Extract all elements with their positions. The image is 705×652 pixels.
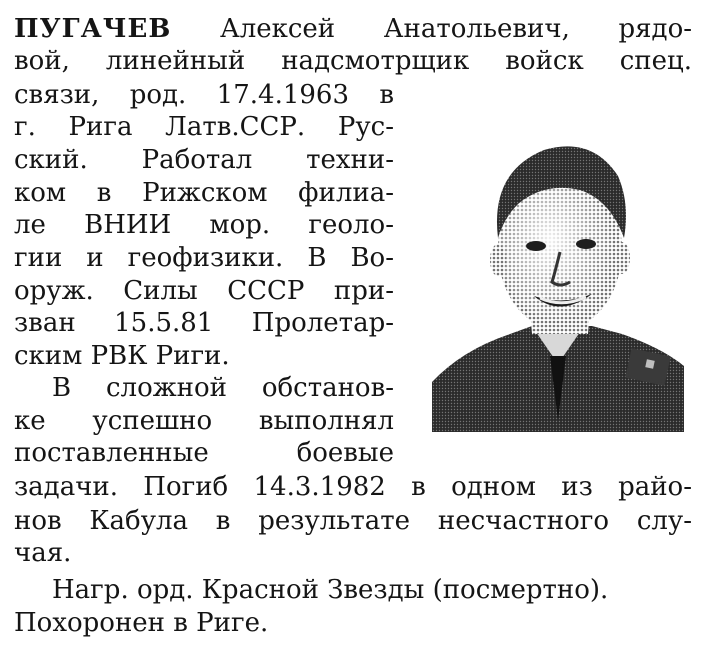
entry-line-3: связи, род. 17.4.1963 в (14, 80, 394, 110)
entry-line-14: поставленные боевые (14, 438, 394, 468)
entry-line-17: чая. (14, 538, 72, 568)
portrait-icon (432, 120, 684, 432)
entry-line-10: зван 15.5.81 Пролетар- (14, 308, 394, 338)
entry-line-19: Похоронен в Риге. (14, 608, 269, 638)
entry-line-2: вой, линейный надсмотрщик войск спец. (14, 46, 692, 76)
entry-line-6: ком в Рижском филиа- (14, 178, 394, 208)
entry-line-11: ским РВК Риги. (14, 341, 230, 371)
entry-line-1 (14, 14, 692, 44)
entry-line-4: г. Рига Латв.ССР. Рус- (14, 112, 394, 142)
portrait-photo (432, 120, 684, 432)
surname: ПУГАЧЕВ (14, 14, 172, 44)
entry-line-5: ский. Работал техни- (14, 145, 394, 175)
entry-line-18: Нагр. орд. Красной Звезды (посмертно). (52, 575, 609, 605)
entry-line-8: гии и геофизики. В Во- (14, 243, 394, 273)
entry-line-12: В сложной обстанов- (52, 373, 394, 403)
entry-line-9: оруж. Силы СССР при- (14, 276, 394, 306)
entry-line-13: ке успешно выполнял (14, 406, 394, 436)
entry-line-16: нов Кабула в результате несчастного слу- (14, 506, 692, 536)
entry-text: Алексей Анатольевич, рядо- (220, 14, 693, 44)
entry-line-7: ле ВНИИ мор. геоло- (14, 210, 394, 240)
entry-line-15: задачи. Погиб 14.3.1982 в одном из райо- (14, 472, 692, 502)
